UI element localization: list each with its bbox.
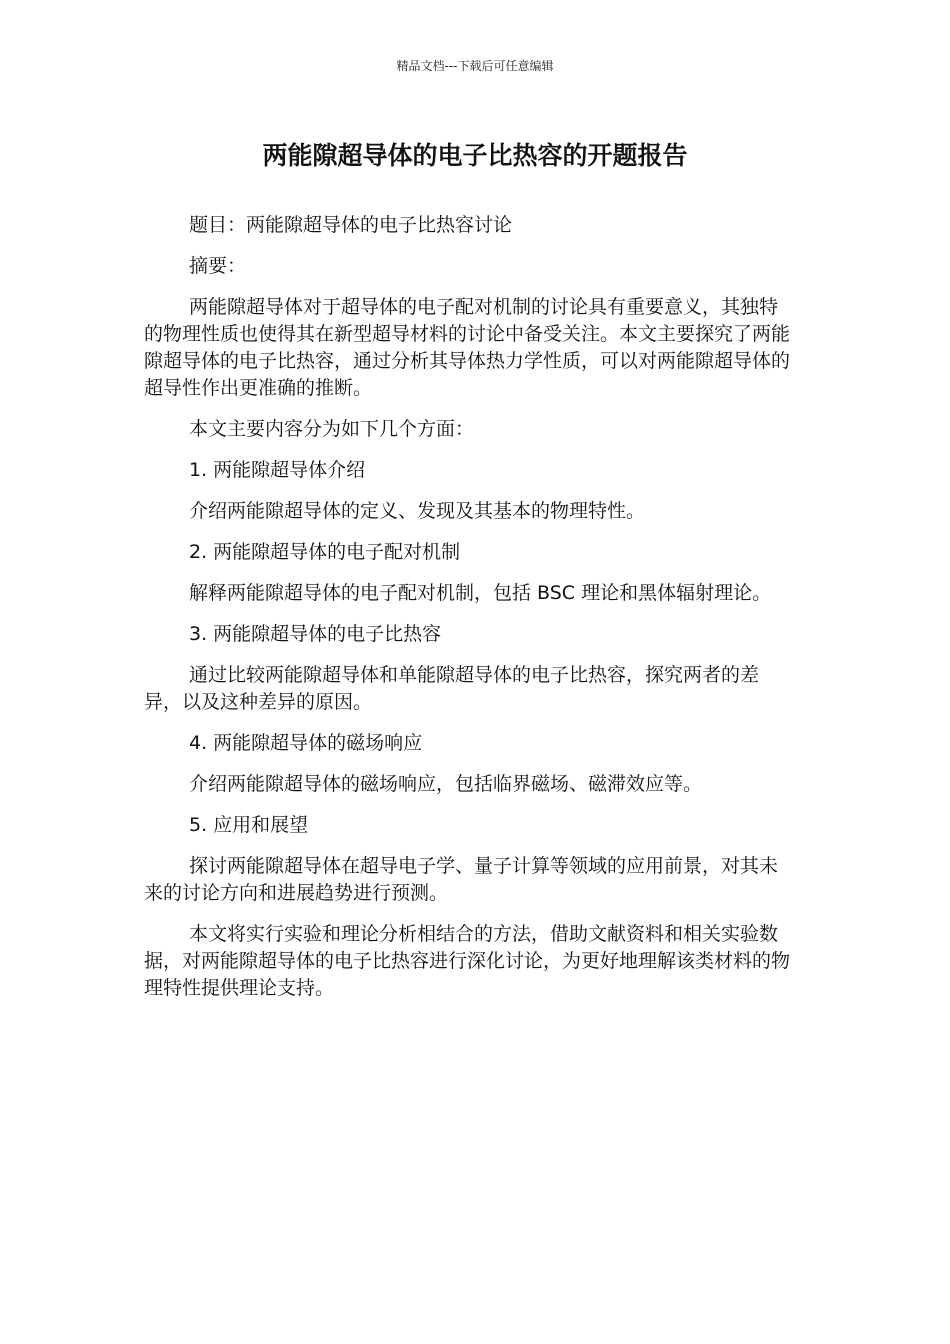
document-title: 两能隙超导体的电子比热容的开题报告 bbox=[262, 141, 688, 170]
document-body bbox=[144, 212, 794, 1016]
abstract-paragraph: 两能隙超导体对于超导体的电子配对机制的讨论具有重要意义，其独特的物理性质也使得其在新型超导材料的讨论中备受关注。本文主要探究了两能隙超导体的电子比热容，通过分析其导体热力学性质，可以对两能隙超导体的超导性作出更准确的推断。 bbox=[144, 296, 791, 399]
abstract-heading: 摘要： bbox=[189, 255, 247, 277]
section-heading-5: 5. 应用和展望 bbox=[189, 814, 309, 836]
section-heading-3: 3. 两能隙超导体的电子比热容 bbox=[189, 623, 442, 645]
section-text-2: 解释两能隙超导体的电子配对机制，包括 BSC 理论和黑体辐射理论。 bbox=[189, 582, 772, 604]
section-heading-4: 4. 两能隙超导体的磁场响应 bbox=[189, 732, 423, 754]
section-text-5: 探讨两能隙超导体在超导电子学、量子计算等领域的应用前景，对其未来的讨论方向和进展趋势进行预测。 bbox=[144, 855, 779, 904]
section-heading-2: 2. 两能隙超导体的电子配对机制 bbox=[189, 541, 461, 563]
page-header: 精品文档---下载后可任意编辑 bbox=[396, 59, 554, 73]
methodology-paragraph: 本文将实行实验和理论分析相结合的方法，借助文献资料和相关实验数据，对两能隙超导体的电子比热容进行深化讨论，为更好地理解该类材料的物理特性提供理论支持。 bbox=[144, 923, 791, 999]
section-heading-1: 1. 两能隙超导体介绍 bbox=[189, 459, 366, 481]
section-text-3: 通过比较两能隙超导体和单能隙超导体的电子比热容，探究两者的差异，以及这种差异的原因。 bbox=[144, 664, 760, 713]
topic-line: 题目：两能隙超导体的电子比热容讨论 bbox=[189, 214, 513, 236]
section-text-1: 介绍两能隙超导体的定义、发现及其基本的物理特性。 bbox=[189, 500, 646, 522]
section-text-4: 介绍两能隙超导体的磁场响应，包括临界磁场、磁滞效应等。 bbox=[189, 773, 703, 795]
outline-intro: 本文主要内容分为如下几个方面： bbox=[189, 418, 475, 440]
